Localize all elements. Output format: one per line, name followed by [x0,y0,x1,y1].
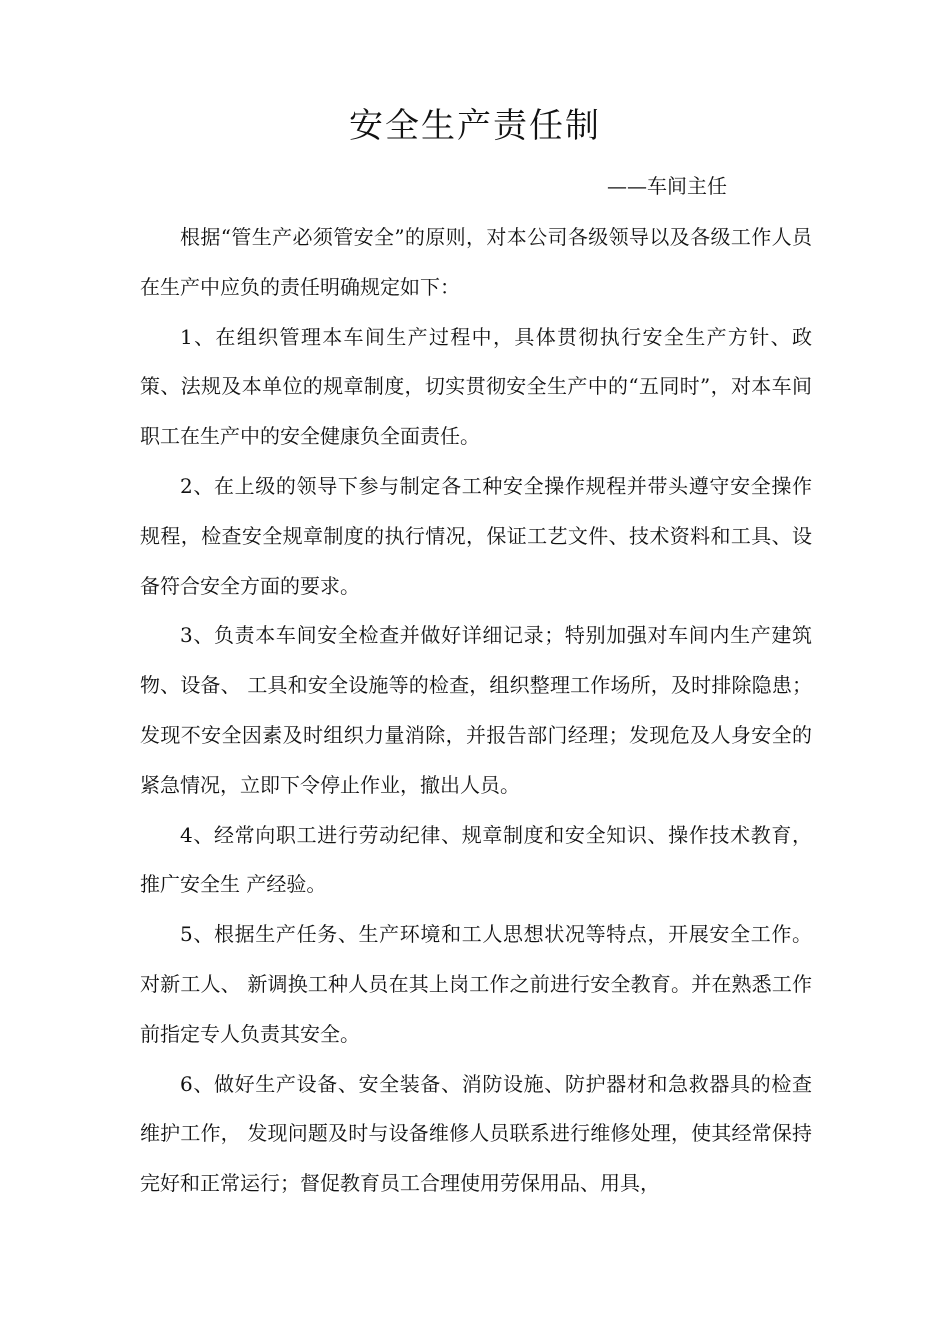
item-paragraph-1: 1、在组织管理本车间生产过程中，具体贯彻执行安全生产方针、政策、法规及本单位的规章制度，切实贯彻安全生产中的“五同时”，对本车间职工在生产中的安全健康负全面责任。 [140,324,812,449]
intro-paragraph: 根据“管生产必须管安全”的原则，对本公司各级领导以及各级工作人员在生产中应负的责任明确规定如下： [140,225,812,299]
item-paragraph-2: 2、在上级的领导下参与制定各工种安全操作规程并带头遵守安全操作规程，检查安全规章制度的执行情况，保证工艺文件、技术资料和工具、设备符合安全方面的要求。 [140,473,812,598]
document-title: 安全生产责任制 [349,106,601,146]
item-paragraph-3: 3、负责本车间安全检查并做好详细记录；特别加强对车间内生产建筑物、设备、 工具和安全设施等的检查，组织整理工作场所，及时排除隐患；发现不安全因素及时组织力量消除，并报告部门经理；发现危及人身安全的紧急情况，立即下令停止作业，撤出人员。 [140,623,812,797]
item-paragraph-6: 6、做好生产设备、安全装备、消防设施、防护器材和急救器具的检查维护工作， 发现问题及时与设备维修人员联系进行维修处理，使其经常保持完好和正常运行；督促教育员工合理使用劳保用品、用具， [140,1071,812,1196]
item-paragraph-5: 5、根据生产任务、生产环境和工人思想状况等特点，开展安全工作。对新工人、 新调换工种人员在其上岗工作之前进行安全教育。并在熟悉工作前指定专人负责其安全。 [140,922,812,1046]
document-body [140,213,812,1209]
document-subtitle: ——车间主任 [607,174,727,198]
item-paragraph-4: 4、经常向职工进行劳动纪律、规章制度和安全知识、操作技术教育，推广安全生 产经验。 [140,822,812,897]
